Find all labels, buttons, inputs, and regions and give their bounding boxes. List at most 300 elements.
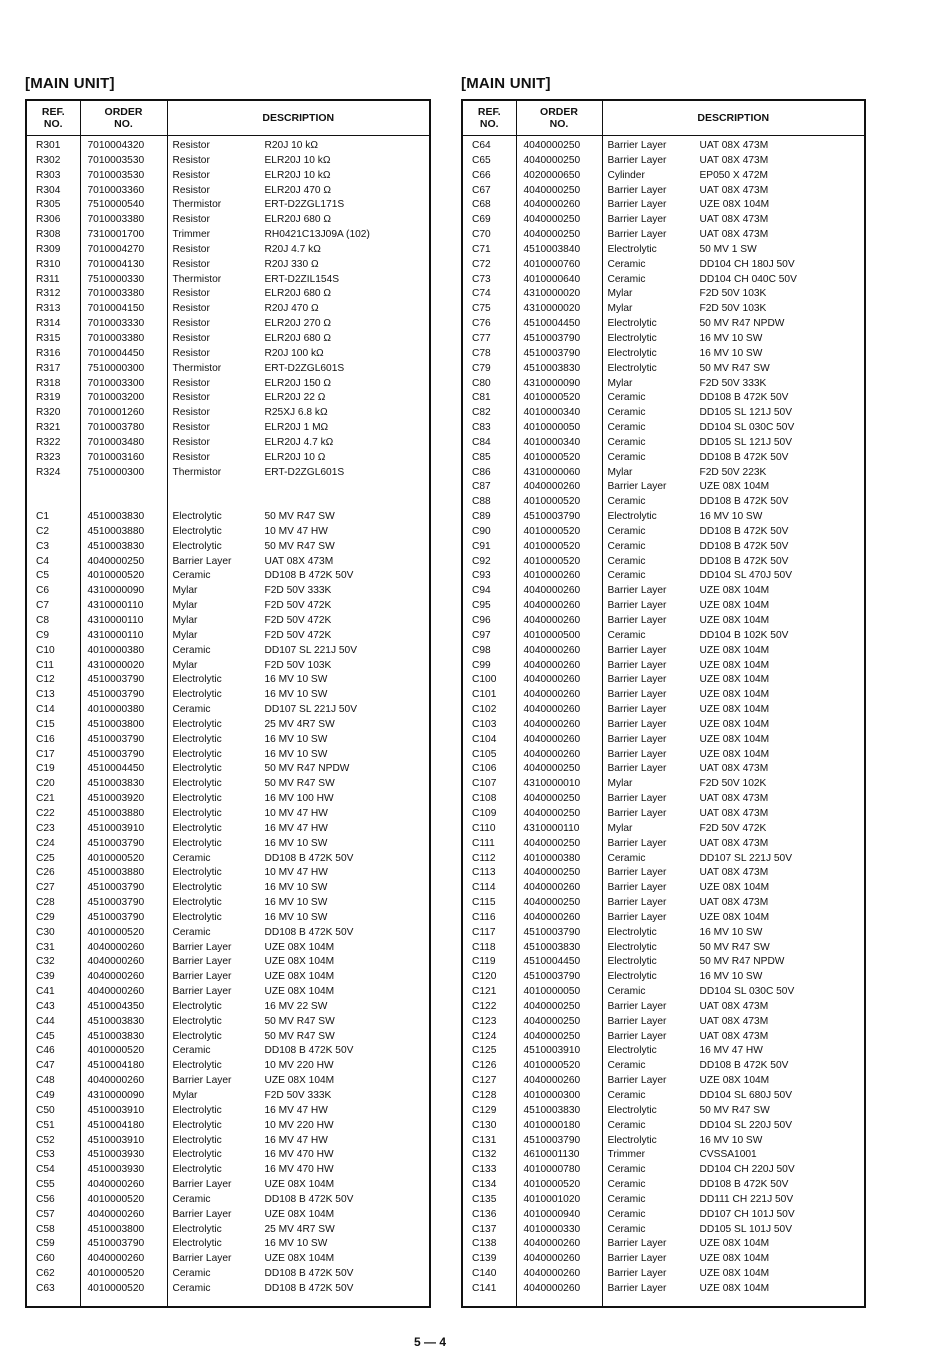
table-row — [26, 391, 430, 406]
order-no: 4310000010 — [516, 777, 602, 792]
order-no: 4040000260 — [516, 599, 602, 614]
description — [167, 555, 430, 570]
ref-no: C52 — [26, 1134, 80, 1149]
table-row — [26, 1000, 430, 1015]
description — [602, 911, 865, 926]
order-no: 4510003910 — [80, 822, 167, 837]
table-row — [26, 748, 430, 763]
part-value: 16 MV 22 SW — [264, 1000, 328, 1012]
part-type: Resistor — [172, 422, 210, 434]
part-type: Resistor — [172, 451, 210, 463]
part-type: Thermistor — [172, 466, 222, 478]
ref-no: C45 — [26, 1030, 80, 1045]
order-no: 4610001130 — [516, 1148, 602, 1163]
order-no: 4010000520 — [516, 451, 602, 466]
part-type: Electrolytic — [607, 243, 657, 255]
description — [602, 866, 865, 881]
table-row — [462, 525, 865, 540]
order-no: 4510004450 — [516, 955, 602, 970]
ref-no: C70 — [462, 228, 516, 243]
order-no: 4510003830 — [80, 510, 167, 525]
part-value: 16 MV 100 HW — [264, 793, 334, 805]
description — [167, 1015, 430, 1030]
part-type: Electrolytic — [172, 1030, 222, 1042]
part-type: Electrolytic — [172, 1149, 222, 1161]
ref-no: C108 — [462, 792, 516, 807]
description — [167, 599, 430, 614]
part-type: Ceramic — [607, 1223, 646, 1235]
ref-no: C11 — [26, 659, 80, 674]
order-no: 7010003160 — [80, 451, 167, 466]
ref-no: C29 — [26, 911, 80, 926]
part-type: Ceramic — [172, 852, 211, 864]
description — [602, 258, 865, 273]
description — [602, 599, 865, 614]
part-value: 50 MV R47 SW — [699, 941, 770, 953]
part-type: Barrier Layer — [607, 229, 667, 241]
part-type: Barrier Layer — [172, 986, 232, 998]
part-type: Ceramic — [607, 422, 646, 434]
part-value: ELR20J 270 Ω — [264, 318, 332, 330]
part-type: Ceramic — [607, 496, 646, 508]
order-no: 4010000380 — [80, 644, 167, 659]
description — [167, 822, 430, 837]
table-row — [26, 1237, 430, 1252]
order-no: 4040000260 — [516, 644, 602, 659]
table-row — [462, 1000, 865, 1015]
order-no: 4510003790 — [516, 510, 602, 525]
description — [602, 495, 865, 510]
description — [602, 1267, 865, 1282]
description — [167, 1237, 430, 1252]
description — [602, 198, 865, 213]
table-row — [26, 1134, 430, 1149]
order-no: 4510003830 — [80, 777, 167, 792]
part-value: UZE 08X 104M — [699, 1253, 770, 1265]
part-value: R25XJ 6.8 kΩ — [264, 407, 328, 419]
ref-no: R315 — [26, 332, 80, 347]
description — [167, 451, 430, 466]
table-row — [26, 154, 430, 169]
table-row — [462, 1089, 865, 1104]
part-value: UAT 08X 473M — [699, 763, 769, 775]
ref-no: C78 — [462, 347, 516, 362]
ref-no: C58 — [26, 1223, 80, 1238]
part-value: DD108 B 472K 50V — [264, 1268, 354, 1280]
part-value: UZE 08X 104M — [699, 585, 770, 597]
table-row — [462, 317, 865, 332]
order-no — [80, 480, 167, 495]
part-type: Ceramic — [607, 436, 646, 448]
order-no: 7010003380 — [80, 213, 167, 228]
parts-list-left — [26, 136, 430, 1307]
table-header-row — [462, 100, 865, 136]
part-type: Mylar — [607, 466, 633, 478]
part-value: ELR20J 680 Ω — [264, 288, 332, 300]
description — [167, 733, 430, 748]
description — [602, 1089, 865, 1104]
table-row — [26, 1119, 430, 1134]
ref-no: C102 — [462, 703, 516, 718]
table-row — [26, 1148, 430, 1163]
table-row — [462, 985, 865, 1000]
order-no: 7510000330 — [80, 273, 167, 288]
order-no: 4510003910 — [80, 1104, 167, 1119]
description — [602, 629, 865, 644]
part-type: Thermistor — [172, 199, 222, 211]
order-no: 4040000260 — [516, 584, 602, 599]
order-no: 4010000050 — [516, 985, 602, 1000]
table-row — [26, 569, 430, 584]
description — [602, 317, 865, 332]
part-type: Resistor — [172, 332, 210, 344]
part-type: Ceramic — [607, 1090, 646, 1101]
description — [602, 466, 865, 481]
description — [602, 302, 865, 317]
part-type: Electrolytic — [607, 511, 657, 523]
part-value: UAT 08X 473M — [699, 1015, 769, 1027]
order-no: 4040000260 — [516, 614, 602, 629]
order-no: 4510003790 — [516, 926, 602, 941]
ref-no: C54 — [26, 1163, 80, 1178]
order-no: 4010000520 — [80, 1044, 167, 1059]
table-row — [26, 495, 430, 510]
part-value: DD108 B 472K 50V — [699, 1179, 789, 1191]
description — [167, 985, 430, 1000]
ref-no: C87 — [462, 480, 516, 495]
table-row — [462, 495, 865, 510]
order-no: 4510003840 — [516, 243, 602, 258]
table-row — [26, 911, 430, 926]
table-row — [462, 1267, 865, 1282]
order-no: 4510003830 — [516, 1104, 602, 1119]
description — [602, 659, 865, 674]
order-no: 7010003380 — [80, 332, 167, 347]
ref-no: C44 — [26, 1015, 80, 1030]
order-no: 4310000020 — [516, 302, 602, 317]
table-row — [462, 198, 865, 213]
ref-no: C14 — [26, 703, 80, 718]
part-type: Electrolytic — [172, 718, 222, 730]
ref-no: C127 — [462, 1074, 516, 1089]
order-no: 4510003800 — [80, 1223, 167, 1238]
part-value: 10 MV 220 HW — [264, 1119, 334, 1131]
part-type: Electrolytic — [172, 525, 222, 537]
description — [167, 1208, 430, 1223]
order-no: 4510003880 — [80, 525, 167, 540]
part-type: Ceramic — [607, 540, 646, 552]
table-row — [26, 258, 430, 273]
part-value: DD108 B 472K 50V — [264, 852, 354, 864]
part-value: 16 MV 47 HW — [699, 1045, 763, 1057]
ref-no: C5 — [26, 569, 80, 584]
part-value: UAT 08X 473M — [264, 555, 334, 567]
order-no: 7010003330 — [80, 317, 167, 332]
part-value: DD104 SL 030C 50V — [699, 986, 795, 998]
part-type: Barrier Layer — [607, 763, 667, 775]
table-row — [462, 228, 865, 243]
order-no: 4510003830 — [80, 540, 167, 555]
part-type: Ceramic — [172, 704, 211, 716]
part-value: CVSSA1001 — [699, 1149, 757, 1161]
ref-no: C46 — [26, 1044, 80, 1059]
part-type: Electrolytic — [607, 941, 657, 953]
ref-no: R311 — [26, 273, 80, 288]
part-value: 10 MV 220 HW — [264, 1060, 334, 1072]
table-row — [26, 807, 430, 822]
order-no: 4510003790 — [80, 881, 167, 896]
description-header: DESCRIPTION — [602, 100, 865, 136]
table-row — [26, 1059, 430, 1074]
table-row — [462, 970, 865, 985]
order-no: 4510003790 — [80, 896, 167, 911]
ref-no: C74 — [462, 287, 516, 302]
description — [602, 1148, 865, 1163]
part-value: 16 MV 10 SW — [699, 347, 763, 359]
order-no: 7010003360 — [80, 184, 167, 199]
ref-no: C66 — [462, 169, 516, 184]
part-type: Electrolytic — [172, 763, 222, 775]
part-type: Ceramic — [607, 570, 646, 582]
part-type: Barrier Layer — [607, 1015, 667, 1027]
part-value: 16 MV 10 SW — [699, 1134, 763, 1146]
order-no: 4510003790 — [80, 688, 167, 703]
description — [167, 703, 430, 718]
ref-no: C21 — [26, 792, 80, 807]
part-value: DD108 B 472K 50V — [699, 555, 789, 567]
description — [167, 1163, 430, 1178]
part-value: UAT 08X 473M — [699, 154, 769, 166]
table-row — [462, 421, 865, 436]
description — [167, 1089, 430, 1104]
part-type: Electrolytic — [172, 1134, 222, 1146]
description — [602, 436, 865, 451]
description — [167, 644, 430, 659]
table-row — [26, 406, 430, 421]
description — [602, 451, 865, 466]
ref-no: C53 — [26, 1148, 80, 1163]
table-row — [26, 718, 430, 733]
part-value: ELR20J 150 Ω — [264, 377, 332, 389]
table-row — [462, 213, 865, 228]
description — [602, 1030, 865, 1045]
description — [602, 1119, 865, 1134]
ref-no: C130 — [462, 1119, 516, 1134]
order-no: 4310000020 — [80, 659, 167, 674]
description — [167, 302, 430, 317]
description — [602, 1223, 865, 1238]
order-no: 4310000110 — [80, 614, 167, 629]
part-type: Electrolytic — [172, 511, 222, 523]
table-row — [26, 451, 430, 466]
part-type: Barrier Layer — [172, 555, 232, 567]
ref-no — [26, 495, 80, 510]
description — [602, 733, 865, 748]
ref-no: C6 — [26, 584, 80, 599]
order-no: 4010000520 — [516, 1059, 602, 1074]
part-type: Barrier Layer — [607, 689, 667, 701]
order-no: 7010003480 — [80, 436, 167, 451]
table-row — [26, 673, 430, 688]
part-type: Barrier Layer — [607, 199, 667, 211]
description — [602, 837, 865, 852]
ref-no: C80 — [462, 377, 516, 392]
description — [167, 154, 430, 169]
ref-no: C28 — [26, 896, 80, 911]
part-type: Barrier Layer — [607, 659, 667, 671]
table-row — [462, 154, 865, 169]
ref-no: R316 — [26, 347, 80, 362]
table-row — [26, 1089, 430, 1104]
part-value: F2D 50V 333K — [699, 377, 767, 389]
description — [167, 866, 430, 881]
part-value: DD104 B 102K 50V — [699, 629, 789, 641]
order-no: 4010001020 — [516, 1193, 602, 1208]
part-type: Barrier Layer — [607, 1000, 667, 1012]
part-type: Resistor — [172, 318, 210, 330]
part-type: Mylar — [172, 629, 198, 641]
table-row — [26, 1208, 430, 1223]
table-row — [462, 1282, 865, 1297]
ref-no: C84 — [462, 436, 516, 451]
ref-no: C119 — [462, 955, 516, 970]
order-no: 4510003920 — [80, 792, 167, 807]
order-no: 4010000520 — [80, 1193, 167, 1208]
description — [167, 198, 430, 213]
order-no: 4510003830 — [516, 362, 602, 377]
ref-no: C133 — [462, 1163, 516, 1178]
table-row — [462, 302, 865, 317]
part-type: Barrier Layer — [172, 941, 232, 953]
part-value: R20J 470 Ω — [264, 303, 319, 315]
description — [602, 718, 865, 733]
ref-no: C63 — [26, 1282, 80, 1297]
order-no-header: ORDER NO. — [80, 100, 167, 136]
description — [602, 1074, 865, 1089]
description — [602, 1178, 865, 1193]
part-type: Electrolytic — [607, 1134, 657, 1146]
description — [602, 391, 865, 406]
description — [167, 391, 430, 406]
part-type: Ceramic — [607, 1179, 646, 1191]
part-type: Barrier Layer — [607, 1030, 667, 1042]
part-type: Electrolytic — [607, 332, 657, 344]
ref-no: R314 — [26, 317, 80, 332]
part-type: Mylar — [607, 377, 633, 389]
ref-no: C59 — [26, 1237, 80, 1252]
part-value: UZE 08X 104M — [264, 956, 335, 968]
part-type: Electrolytic — [607, 347, 657, 359]
part-value: UZE 08X 104M — [699, 1268, 770, 1280]
table-row — [462, 273, 865, 288]
part-value: UZE 08X 104M — [699, 882, 770, 894]
ref-no: C89 — [462, 510, 516, 525]
ref-no: R306 — [26, 213, 80, 228]
table-row — [462, 169, 865, 184]
order-no: 4040000260 — [80, 1208, 167, 1223]
table-row — [462, 896, 865, 911]
ref-no: R323 — [26, 451, 80, 466]
ref-no: C13 — [26, 688, 80, 703]
part-value: 16 MV 10 SW — [699, 511, 763, 523]
part-value: 50 MV R47 SW — [264, 1015, 335, 1027]
part-type: Barrier Layer — [607, 748, 667, 760]
part-type: Mylar — [607, 778, 633, 790]
description — [602, 555, 865, 570]
description — [602, 614, 865, 629]
table-row — [462, 466, 865, 481]
order-no: 4020000650 — [516, 169, 602, 184]
table-row — [462, 584, 865, 599]
order-no: 4040000250 — [516, 136, 602, 154]
table-row — [462, 703, 865, 718]
ref-no: C137 — [462, 1223, 516, 1238]
part-value: 50 MV R47 SW — [264, 540, 335, 552]
table-row — [26, 777, 430, 792]
part-value: F2D 50V 472K — [264, 629, 332, 641]
ref-no: C92 — [462, 555, 516, 570]
part-type: Electrolytic — [172, 1223, 222, 1235]
description — [167, 480, 430, 495]
part-type: Electrolytic — [172, 807, 222, 819]
part-value: 16 MV 10 SW — [264, 837, 328, 849]
table-row — [462, 1208, 865, 1223]
description — [602, 1059, 865, 1074]
ref-no: C17 — [26, 748, 80, 763]
part-type: Ceramic — [607, 258, 646, 270]
part-type: Resistor — [172, 288, 210, 300]
part-type: Cylinder — [607, 169, 645, 181]
part-value: DD105 SL 121J 50V — [699, 436, 793, 448]
description — [602, 955, 865, 970]
part-value: 50 MV R47 NPDW — [264, 763, 350, 775]
part-type: Thermistor — [172, 273, 222, 285]
table-row — [26, 881, 430, 896]
description — [602, 377, 865, 392]
table-row — [26, 659, 430, 674]
table-row — [26, 273, 430, 288]
description — [602, 1015, 865, 1030]
ref-no: C138 — [462, 1237, 516, 1252]
ref-no: C12 — [26, 673, 80, 688]
part-value: UZE 08X 104M — [699, 718, 770, 730]
part-value: ERT-D2ZGL601S — [264, 362, 345, 374]
table-row — [462, 1148, 865, 1163]
table-header-row — [26, 100, 430, 136]
ref-no: C91 — [462, 540, 516, 555]
part-value: 16 MV 47 HW — [264, 1134, 328, 1146]
ref-no: C83 — [462, 421, 516, 436]
order-no: 4040000250 — [516, 154, 602, 169]
order-no: 4010000380 — [516, 852, 602, 867]
part-value: DD104 SL 030C 50V — [699, 422, 795, 434]
part-value: DD108 B 472K 50V — [699, 525, 789, 537]
description — [602, 1252, 865, 1267]
ref-no: C125 — [462, 1044, 516, 1059]
part-value: 16 MV 47 HW — [264, 822, 328, 834]
part-value: UAT 08X 473M — [699, 837, 769, 849]
order-no: 4010000940 — [516, 1208, 602, 1223]
ref-no: C68 — [462, 198, 516, 213]
description — [167, 258, 430, 273]
ref-no: R321 — [26, 421, 80, 436]
table-row — [26, 926, 430, 941]
description — [167, 1134, 430, 1149]
ref-no: R305 — [26, 198, 80, 213]
table-row — [462, 941, 865, 956]
part-value: DD107 SL 221J 50V — [264, 644, 358, 656]
order-no: 4010000520 — [516, 391, 602, 406]
